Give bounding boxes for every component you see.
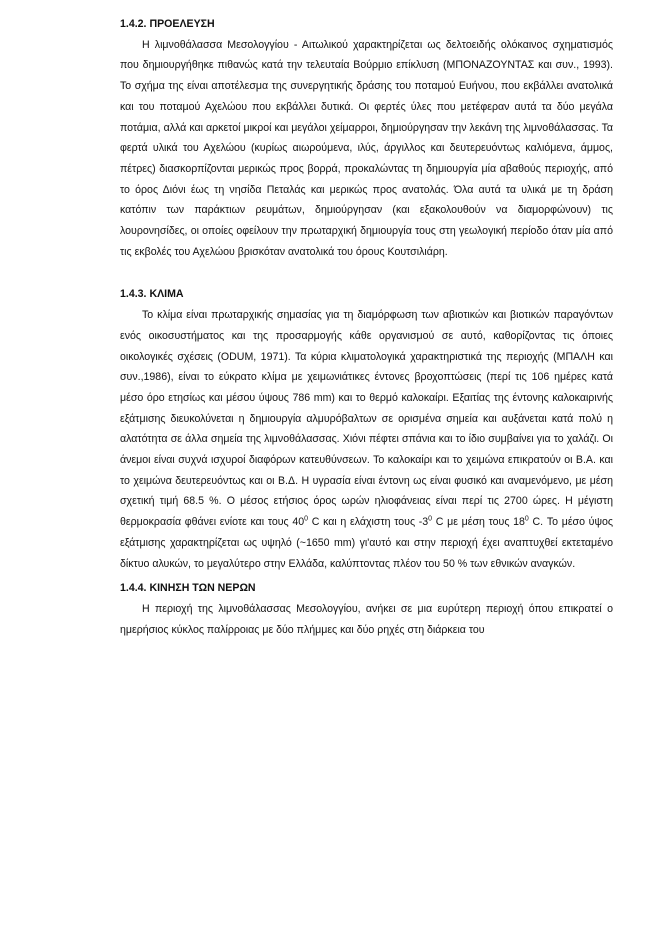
- document-page: [120, 14, 613, 640]
- climate-text-c: C με μέση τους 18: [432, 516, 525, 529]
- climate-text-d: C. Το μέσο ύψος εξάτμισης χαρακτηρίζεται ως υψηλό (~1650 mm) γι'αυτό και στην περιοχή έχει αναπτυχθεί εκτεταμένο δίκτυο αλυκών, το μεγαλύτερο στην Ελλάδα, καλύπτοντας πλέον του 50 % των εθνικών αναγκών.: [120, 516, 614, 570]
- climate-text-a: Το κλίμα είναι πρωταρχικής σημασίας για τη διαμόρφωση των αβιοτικών και βιοτικών παραγόντων ενός οικοσυστήματος και της προσαρμογής κάθε οργανισμού σε αυτό, καθορίζοντας τις όποιες οικολογικές σχέσεις (ODUM, 1971). Τα κύρια κλιματολογικά χαρακτηριστικά της περιοχής (ΜΠΑΛΗ και συν.,1986), είναι το εύκρατο κλίμα με χειμωνιάτικες έντονες βροχοπτώσεις (περί τις 106 ημέρες κατά μέσο όρο ετησίως και μέσου ύψους 786 mm) και το θερμό καλοκαίρι. Εξαιτίας της έντονης καλοκαιρινής εξάτμισης διευκολύνεται η δημιουργία αλμυρόβαλτων σε ορισμένα σημεία και αυξάνεται κατά πολύ η αλατότητα σε άλλα σημεία της λιμνοθάλασσας. Χιόνι πέφτει σπάνια και το ίδιο συμβαίνει για το χαλάζι. Οι άνεμοι είναι συχνά ισχυροί διαφόρων κατευθύνσεων. Το καλοκαίρι και το χειμώνα επικρατούν οι Β.Α. και το χειμώνα δευτερευόντως και οι Β.Δ. Η υγρασία είναι έντονη ως είναι φυσικό και αναμενόμενο, με μέση σχετική τιμή 68.5 %. Ο μέσος ετήσιος όρος ωρών ηλιοφάνειας είναι περί τις 2700 ώρες. Η μέγιστη θερμοκρασία φθάνει ενίοτε και τους 40: [120, 309, 613, 529]
- spacer: [120, 262, 613, 284]
- heading-water-movement: 1.4.4. ΚΙΝΗΣΗ ΤΩΝ ΝΕΡΩΝ: [120, 582, 256, 595]
- climate-text-b: C και η ελάχιστη τους -3: [308, 516, 429, 529]
- degree-sup-2: 0: [428, 515, 433, 523]
- paragraph-origin: Η λιμνοθάλασσα Μεσολογγίου - Αιτωλικού χαρακτηρίζεται ως δελτοειδής ολόκαινος σχηματισμός που δημιουργήθηκε πιθανώς κατά την τελευταία Βούρμιο επίκλυση (ΜΠΟΝΑΖΟΥΝΤΑΣ και συν., 1993). Το σχήμα της είναι αποτέλεσμα της συνεργητικής δράσης του ποταμού Ευήνου, που εκβάλλει ανατολικά και του ποταμού Αχελώου που εκβάλλει δυτικά. Οι φερτές ύλες που μετέφεραν αυτά τα δύο μεγάλα ποτάμια, αλλά και αρκετοί μικροί και μεγάλοι χείμαρροι, δημιούργησαν την λεκάνη της λιμνοθάλασσας. Τα φερτά υλικά του Αχελώου (κυρίως αιωρούμενα, ιλύς, άργιλλος και δευτερευόντως καλιόμενα, άμμος, πέτρες) διασκορπίζονται μερικώς προς βορρά, προκαλώντας τη δημιουργία μία αβαθούς περιοχής, από το όρος Διόνι έως τη νησίδα Πεταλάς και μερικώς προς ανατολάς. Όλα αυτά τα υλικά με τη δράση κατόπιν των παράκτιων ρευμάτων, δημιούργησαν (και εξακολουθούν να διαμορφώνουν) τις λουρονησίδες, οι οποίες οφείλουν την πρωταρχική δημιουργία τους στη γεωλογική περίοδο όταν μία από τις εκβολές του Αχελώου βρισκόταν ανατολικά του όρους Κουτσιλιάρη.: [120, 38, 613, 258]
- heading-climate: 1.4.3. ΚΛΙΜΑ: [120, 288, 184, 301]
- degree-sup-1: 0: [304, 515, 309, 523]
- heading-origin: 1.4.2. ΠΡΟΕΛΕΥΣΗ: [120, 18, 215, 30]
- paragraph-climate: [120, 305, 613, 574]
- degree-sup-3: 0: [524, 515, 529, 523]
- paragraph-water-movement: Η περιοχή της λιμνοθάλασσας Μεσολογγίου, ανήκει σε μια ευρύτερη περιοχή όπου επικρατεί ο ημερήσιος κύκλος παλίρροιας με δύο πλήμμες και δύο ρηχές στη διάρκεια του: [120, 602, 613, 636]
